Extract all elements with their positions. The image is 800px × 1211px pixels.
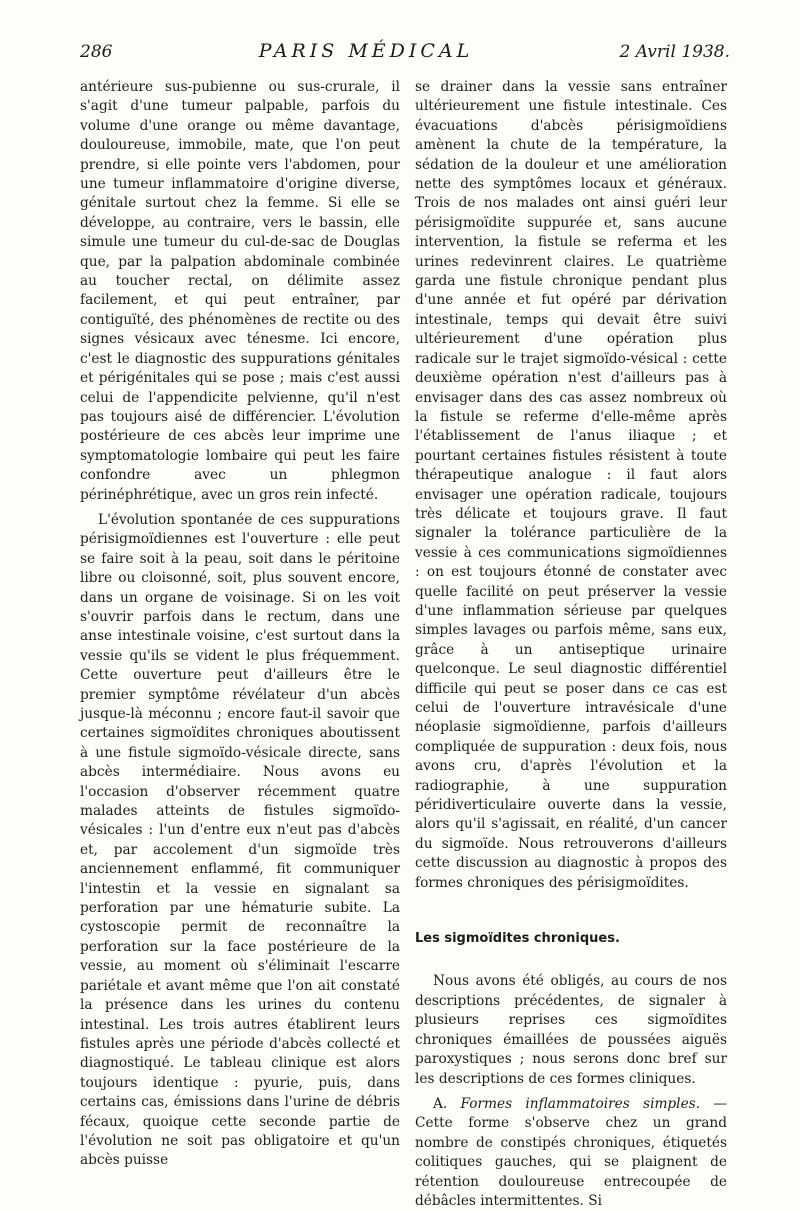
paragraph: antérieure sus-pubienne ou sus-crurale, il s'agit d'une tumeur palpable, parfois du volume d'une orange ou même davantage, douloureuse, immobile, mate, que l'on peut prendre, si elle pointe vers l'abdomen, pour une tumeur inflammatoire d'origine diverse, génitale surtout chez la femme. Si elle se développe, au contraire, vers le bassin, elle simule une tumeur du cul-de-sac de Douglas que, par la palpation abdominale combinée au toucher rectal, on délimite assez facilement, et qui peut entraîner, par contiguïté, des phénomènes de rectite ou des signes vésicaux avec ténesme. Ici encore, c'est le diagnostic des suppurations génitales et périgénitales qui se pose ; mais c'est aussi celui de l'appendicite pelvienne, qu'il n'est pas toujours aisé de différencier. L'évolution postérieure de ces abcès leur imprime une symptomatologie lombaire qui peut les faire confondre avec un phlegmon périnéphrétique, avec un gros rein infecté. <box>80 79 400 503</box>
page-number: 286 <box>80 42 113 62</box>
subsection-title: Formes inflammatoires simples. <box>460 1095 701 1112</box>
issue-date: 2 Avril 1938. <box>619 42 730 62</box>
paragraph <box>415 1095 727 1211</box>
section-heading: Les sigmoïdites chroniques. <box>415 931 620 947</box>
paragraph: se drainer dans la vessie sans entraîner ultérieurement une fistule intestinale. Ces évacuations d'abcès périsigmoïdiens amènent la chute de la température, la sédation de la douleur et une amélioration nette des symptômes locaux et généraux. Trois de nos malades ont ainsi guéri leur périsigmoïdite suppurée et, sans aucune intervention, la fistule se referma et les urines redevinrent claires. Le quatrième garda une fistule chronique pendant plus d'une année et fut opéré par dérivation intestinale, temps qui devait être suivi ultérieurement d'une opération plus radicale sur le trajet sigmoïdo-vésical : cette deuxième opération n'est d'ailleurs pas à envisager dans des cas assez nombreux où la fistule se referme d'elle-même après l'établissement de l'anus iliaque ; et pourtant certaines fistules résistent à toute thérapeutique analogue : il faut alors envisager une opération radicale, toujours très délicate et toujours grave. Il faut signaler la tolérance particulière de la vessie à ces communications sigmoïdiennes : on est toujours étonné de constater avec quelle facilité on peut préserver la vessie d'une inflammation sérieuse par quelques simples lavages ou parfois même, sans eux, grâce à un antiseptique urinaire quelconque. Le seul diagnostic différentiel difficile qui peut se poser dans ce cas est celui de l'ouverture intravésicale d'une néoplasie sigmoïdienne, parfois d'ailleurs compliquée de suppuration : deux fois, nous avons cru, d'après l'évolution et la radiographie, à une suppuration péridiverticulaire ouverte dans la vessie, alors qu'il s'agissait, en réalité, d'un cancer du sigmoïde. Nous retrouverons d'ailleurs cette discussion au diagnostic à propos des formes chroniques des périsigmoïdites. <box>415 79 727 891</box>
paragraph-text: — Cette forme s'observe chez un grand nombre de constipés chroniques, étiquetés colitiques gauches, qui se plaignent de rétention douloureuse entrecoupée de débâcles intermittentes. Si <box>415 1095 727 1209</box>
right-column <box>415 78 727 1211</box>
list-marker: A. <box>433 1095 448 1112</box>
paragraph: Nous avons été obligés, au cours de nos descriptions précédentes, de signaler à plusieurs reprises ces sigmoïdites chroniques émaillées de poussées aiguës paroxystiques ; nous serons donc bref sur les descriptions de ces formes cliniques. <box>415 973 727 1087</box>
page-header <box>80 40 730 72</box>
left-column <box>80 78 400 1171</box>
journal-title: PARIS MÉDICAL <box>258 40 474 62</box>
paragraph: L'évolution spontanée de ces suppurations périsigmoïdiennes est l'ouverture : elle peut se faire soit à la peau, soit dans le péritoine libre ou cloisonné, soit, plus souvent encore, dans un organe de voisinage. Si on les voit s'ouvrir parfois dans le rectum, dans une anse intestinale voisine, c'est surtout dans la vessie qu'ils se vident le plus fréquemment. Cette ouverture peut d'ailleurs être le premier symptôme révélateur d'un abcès jusque-là méconnu ; encore faut-il savoir que certaines sigmoïdites chroniques aboutissent à une fistule sigmoïdo-vésicale directe, sans abcès intermédiaire. Nous avons eu l'occasion d'observer récemment quatre malades atteints de fistules sigmoïdo-vésicales : l'un d'entre eux n'eut pas d'abcès et, par accolement d'un sigmoïde très anciennement enflammé, fit communiquer l'intestin et la vessie en signalant sa perforation par une hématurie subite. La cystoscopie permit de reconnaître la perforation sur la face postérieure de la vessie, au moment où s'éliminait l'escarre pariétale et avant même que l'on ait constaté la présence dans les urines du contenu intestinal. Les trois autres établirent leurs fistules après une période d'abcès collecté et diagnostiqué. Le tableau clinique est alors toujours identique : pyurie, puis, dans certains cas, émissions dans l'urine de débris fécaux, quoique cette seconde partie de l'évolution ne soit pas obligatoire et qu'un abcès puisse <box>80 511 400 1169</box>
